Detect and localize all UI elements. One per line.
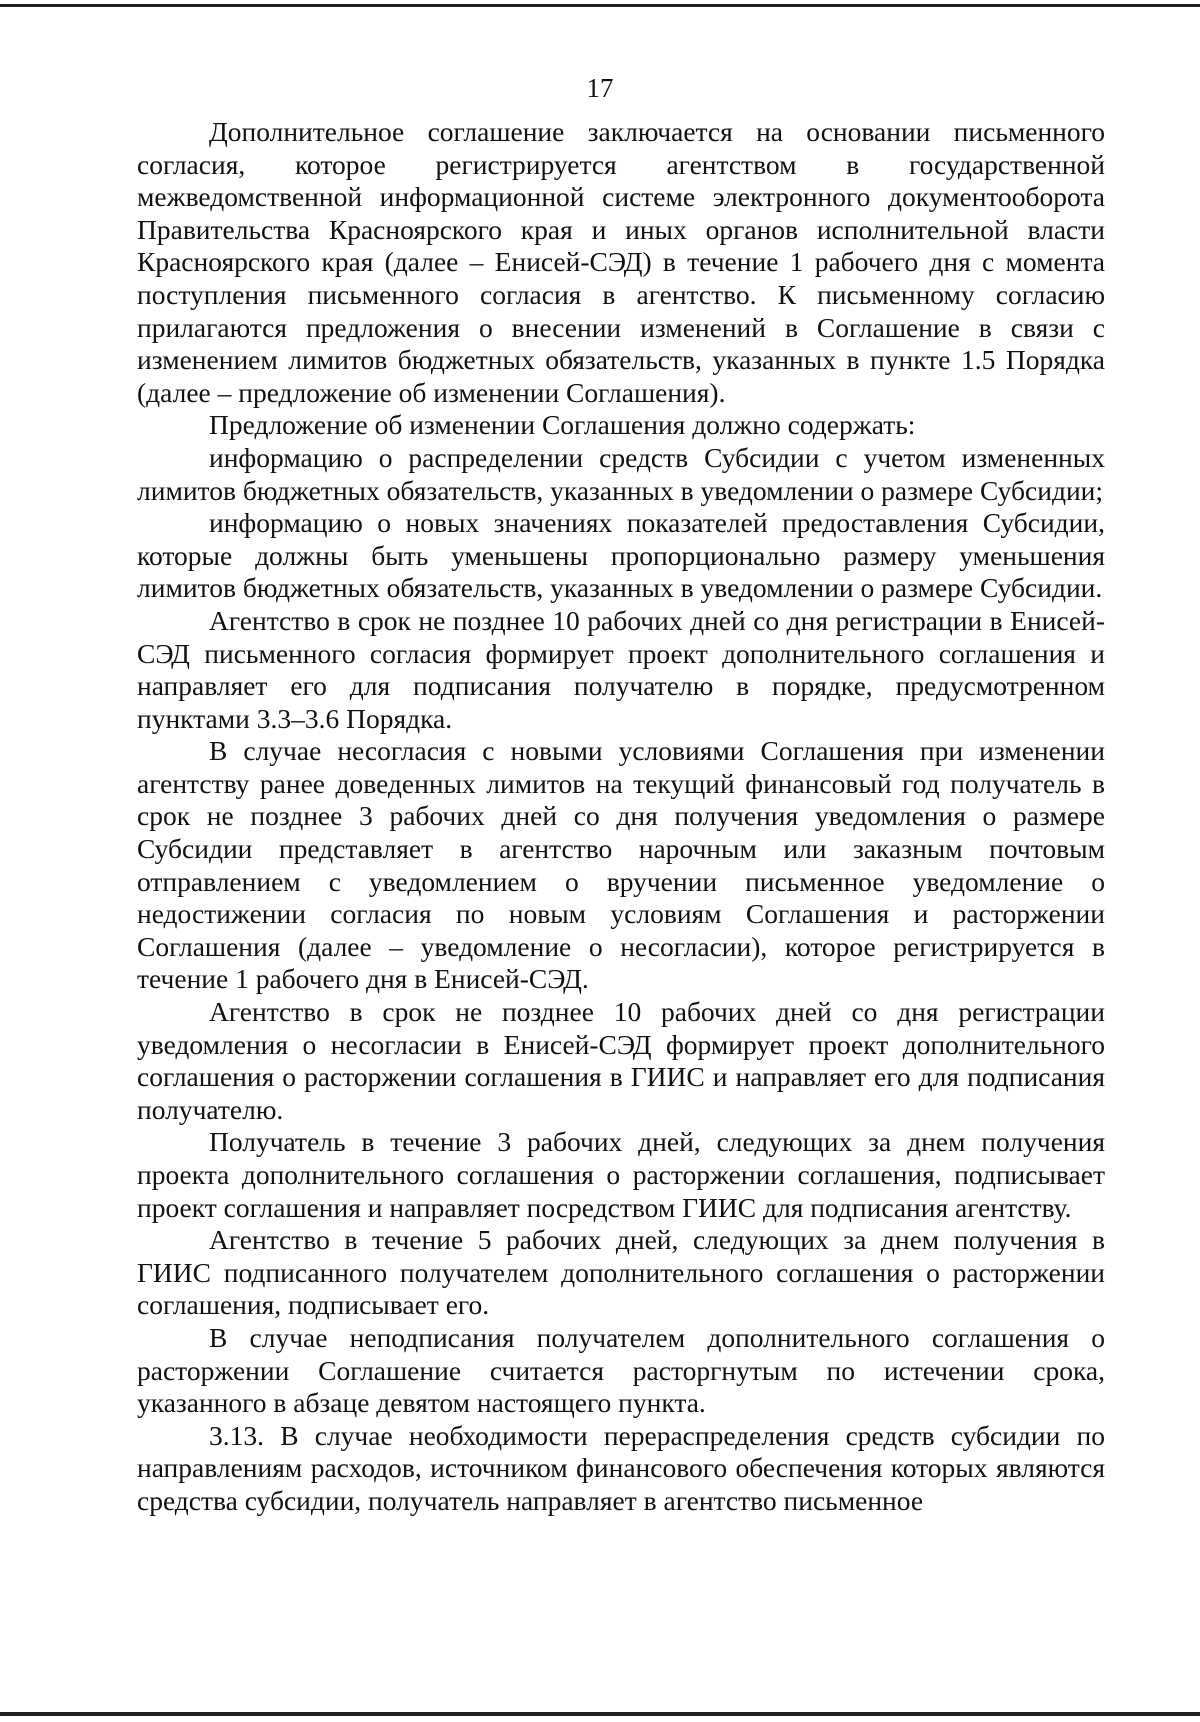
top-border-line — [0, 4, 1200, 7]
paragraph-proposal-contents: Предложение об изменении Соглашения должно содержать: — [209, 409, 916, 441]
paragraph-recipient-signs: Получатель в течение 3 рабочих дней, следующих за днем получения проекта дополнительного соглашения о расторжении соглашения, подписывает проект соглашения и направляет посредством ГИИС для подписания агентству. — [137, 1126, 1105, 1223]
paragraph-section-3-13: 3.13. В случае необходимости перераспределения средств субсидии по направлениям расходов, источником финансового обеспечения которых являются средства субсидии, получатель направляет в агентство письменное — [137, 1419, 1105, 1516]
paragraph-additional-agreement: Дополнительное соглашение заключается на основании письменного согласия, которое регистрируется агентством в государственной межведомственной информационной системе электронного документооборота Правительства Красноярского края и иных органов исполнительной власти Красноярского края (далее – Енисей-СЭД) в течение 1 рабочего дня с момента поступления письменного согласия в агентство. К письменному согласию прилагаются предложения о внесении изменений в Соглашение в связи с изменением лимитов бюджетных обязательств, указанных в пункте 1.5 Порядка (далее – предложение об изменении Соглашения). — [137, 116, 1105, 408]
page-number: 17 — [586, 73, 614, 103]
paragraph-disagreement: В случае несогласия с новыми условиями Соглашения при изменении агентству ранее доведенных лимитов на текущий финансовый год получатель в срок не позднее 3 рабочих дней со дня получения уведомления о размере Субсидии представляет в агентство нарочным или заказным почтовым отправлением с уведомлением о вручении письменное уведомление о недостижении согласия по новым условиям Соглашения и расторжении Соглашения (далее – уведомление о несогласии), которое регистрируется в течение 1 рабочего дня в Енисей-СЭД. — [137, 735, 1105, 995]
paragraph-termination-draft: Агентство в срок не позднее 10 рабочих дней со дня регистрации уведомления о несогласии в Енисей-СЭД формирует проект дополнительного соглашения о расторжении соглашения в ГИИС и направляет его для подписания получателю. — [137, 996, 1105, 1125]
paragraph-agency-signs: Агентство в течение 5 рабочих дней, следующих за днем получения в ГИИС подписанного получателем дополнительного соглашения о расторжении соглашения, подписывает его. — [137, 1224, 1105, 1321]
bottom-border-line — [0, 1712, 1200, 1716]
paragraph-indicator-values: информацию о новых значениях показателей предоставления Субсидии, которые должны быть уменьшены пропорционально размеру уменьшения лимитов бюджетных обязательств, указанных в уведомлении о размере Субсидии. — [137, 507, 1105, 604]
paragraph-non-signing: В случае неподписания получателем дополнительного соглашения о расторжении Соглашение считается расторгнутым по истечении срока, указанного в абзаце девятом настоящего пункта. — [137, 1321, 1105, 1419]
document-body — [137, 116, 1105, 1518]
paragraph-distribution-info: информацию о распределении средств Субсидии с учетом измененных лимитов бюджетных обязательств, указанных в уведомлении о размере Субсидии; — [137, 441, 1105, 506]
paragraph-agency-draft: Агентство в срок не позднее 10 рабочих дней со дня регистрации в Енисей-СЭД письменного согласия формирует проект дополнительного соглашения и направляет его для подписания получателю в порядке, предусмотренном пунктами 3.3–3.6 Порядка. — [137, 604, 1105, 734]
